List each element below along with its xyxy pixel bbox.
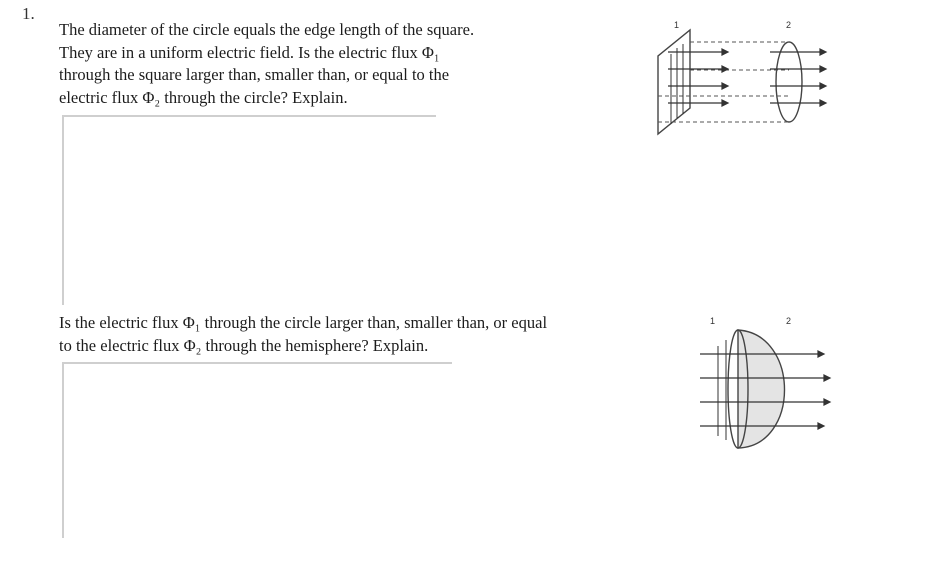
answer-box-2[interactable] (62, 362, 452, 538)
vertical-ticks (671, 44, 683, 124)
square-circle-figure (650, 14, 850, 144)
fig1-label-2: 2 (786, 20, 792, 30)
problem-number: 1. (22, 4, 35, 23)
question-1-text (59, 19, 579, 109)
q1-line-4: electric flux Φ₂ through the circle? Explain. (59, 87, 348, 107)
q1-line-1: The diameter of the circle equals the edge length of the square. (59, 20, 475, 39)
q1-line-2: They are in a uniform electric field. Is the electric flux Φ₁ (59, 42, 440, 62)
question-2-text (59, 312, 659, 357)
q1-line-3: through the square larger than, smaller than, or equal to the (59, 65, 450, 84)
fig1-label-1: 1 (674, 20, 680, 30)
q2-line-1: Is the electric flux Φ₁ through the circle larger than, smaller than, or equal (59, 313, 548, 332)
fig2-label-1: 1 (710, 316, 716, 326)
answer-box-1[interactable] (62, 115, 436, 305)
q2-line-2: to the electric flux Φ₂ through the hemisphere? Explain. (59, 335, 429, 355)
circle-hemisphere-figure (690, 308, 840, 458)
fig2-label-2: 2 (786, 316, 792, 326)
vertical-ticks (718, 340, 726, 440)
circle-surface (776, 42, 802, 122)
square-surface (658, 30, 690, 134)
